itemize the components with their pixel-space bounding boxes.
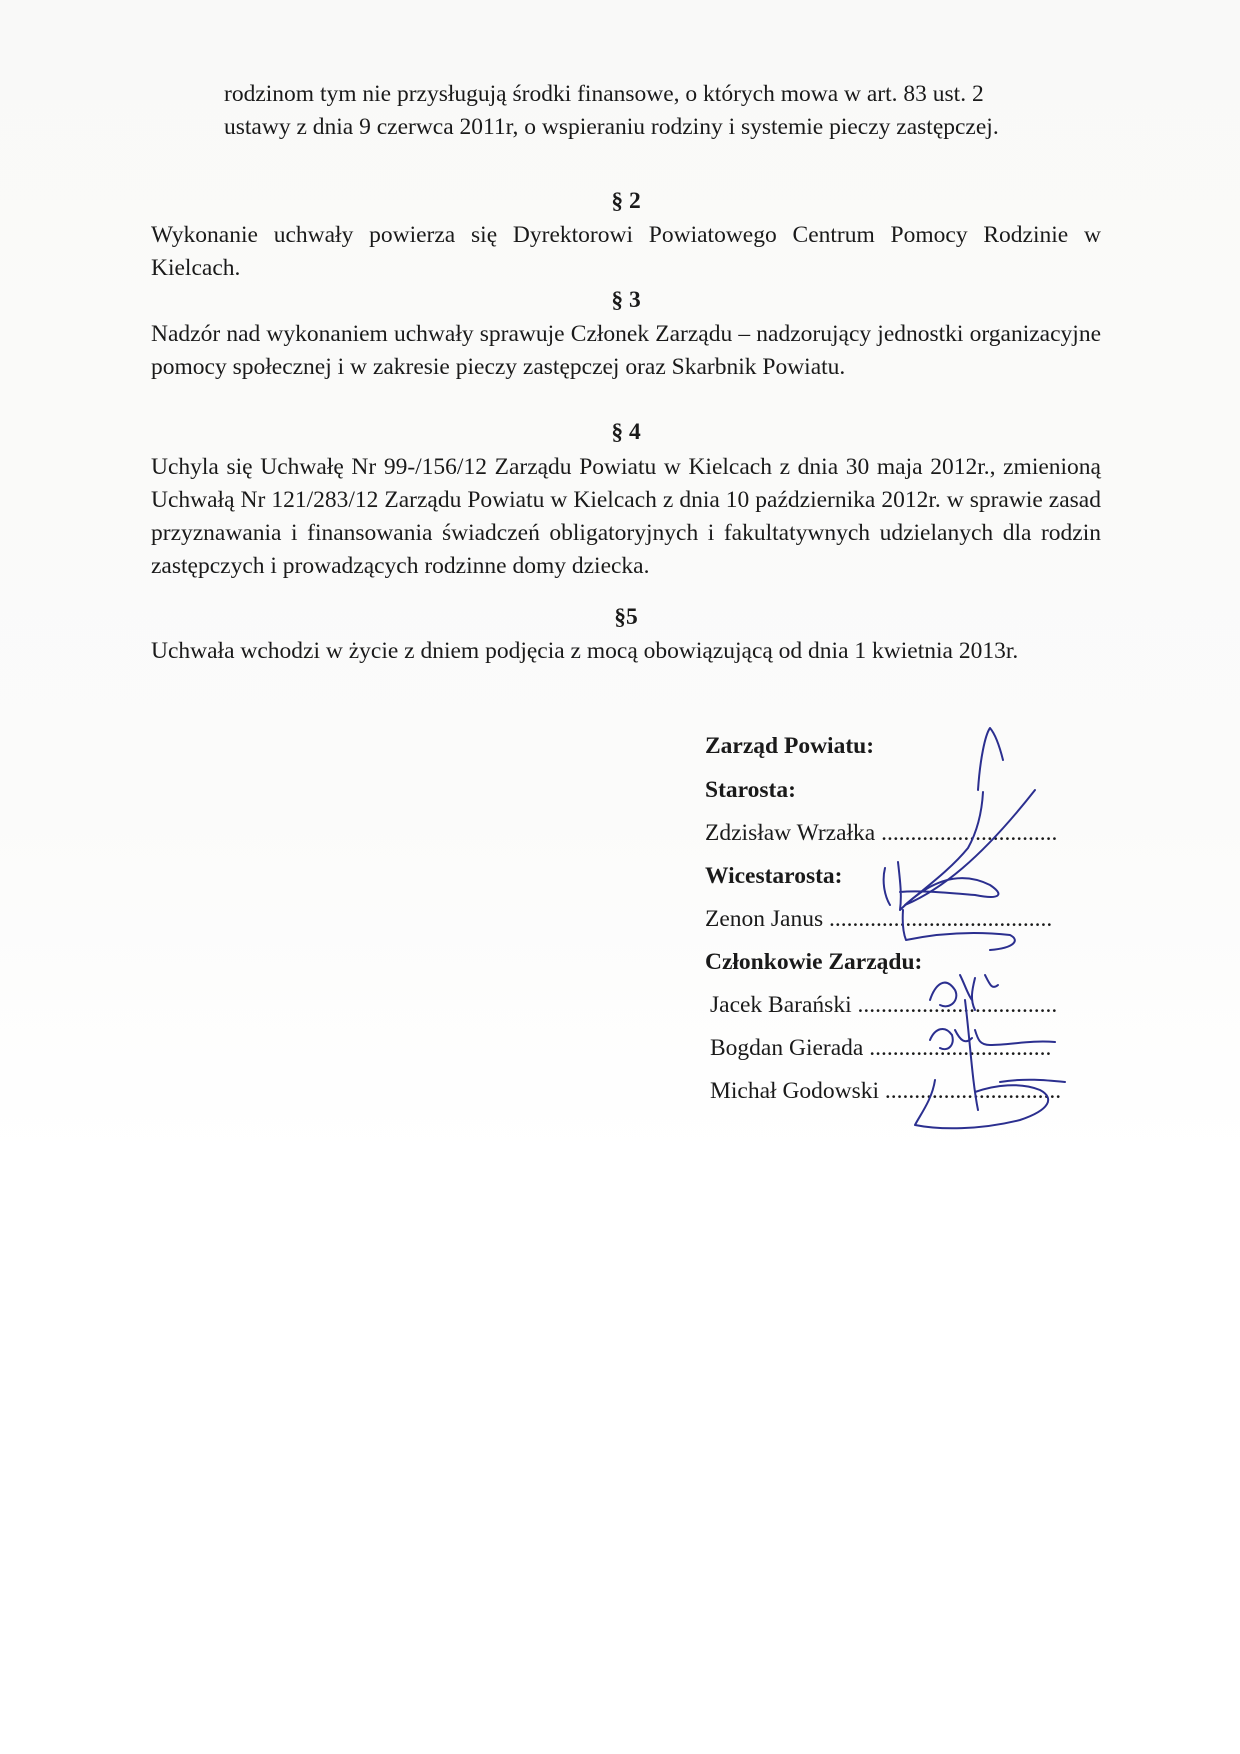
board-title: Zarząd Powiatu: (705, 733, 875, 759)
member-1-signature-line: Jacek Barański .................................. (710, 992, 1058, 1018)
continuation-line-2: ustawy z dnia 9 czerwca 2011r, o wspieraniu rodziny i systemie pieczy zastępczej. (224, 114, 999, 140)
section-3-heading: § 3 (611, 287, 641, 313)
section-5-text: Uchwała wchodzi w życie z dniem podjęcia z mocą obowiązującą od dnia 1 kwietnia 2013r. (151, 638, 1019, 664)
member-3-signature-line: Michał Godowski .............................. (710, 1078, 1062, 1104)
signature-godowski (915, 1000, 1065, 1128)
section-4-heading: § 4 (611, 419, 641, 445)
section-2-text: Wykonanie uchwały powierza się Dyrektorowi Powiatowego Centrum Pomocy Rodzinie w Kielcach. (151, 222, 1101, 281)
member-2-signature-line: Bogdan Gierada ............................... (710, 1035, 1052, 1061)
section-4-text: Uchyla się Uchwałę Nr 99-/156/12 Zarządu Powiatu w Kielcach z dnia 30 maja 2012r., zmienioną Uchwałą Nr 121/283/12 Zarządu Powiatu w Kielcach z dnia 10 października 2012r. w sprawie zasad przyznawania i finansowania świadczeń obligatoryjnych i fakultatywnych udzielanych dla rodzin zastępczych i prowadzących rodzinne domy dziecka. (151, 454, 1101, 579)
signature-starosta (905, 728, 1035, 905)
starosta-signature-line: Zdzisław Wrzałka .............................. (705, 820, 1058, 846)
section-5-heading: §5 (614, 604, 638, 630)
members-label: Członkowie Zarządu: (705, 949, 923, 975)
section-2-heading: § 2 (611, 188, 641, 214)
section-3-text: Nadzór nad wykonaniem uchwały sprawuje Członek Zarządu – nadzorujący jednostki organizacyjne pomocy społecznej i w zakresie pieczy zastępczej oraz Skarbnik Powiatu. (151, 321, 1101, 380)
wicestarosta-label: Wicestarosta: (705, 863, 843, 889)
continuation-line-1: rodzinom tym nie przysługują środki finansowe, o których mowa w art. 83 ust. 2 (224, 81, 984, 107)
wicestarosta-signature-line: Zenon Janus ...................................... (705, 906, 1053, 932)
starosta-label: Starosta: (705, 777, 796, 803)
